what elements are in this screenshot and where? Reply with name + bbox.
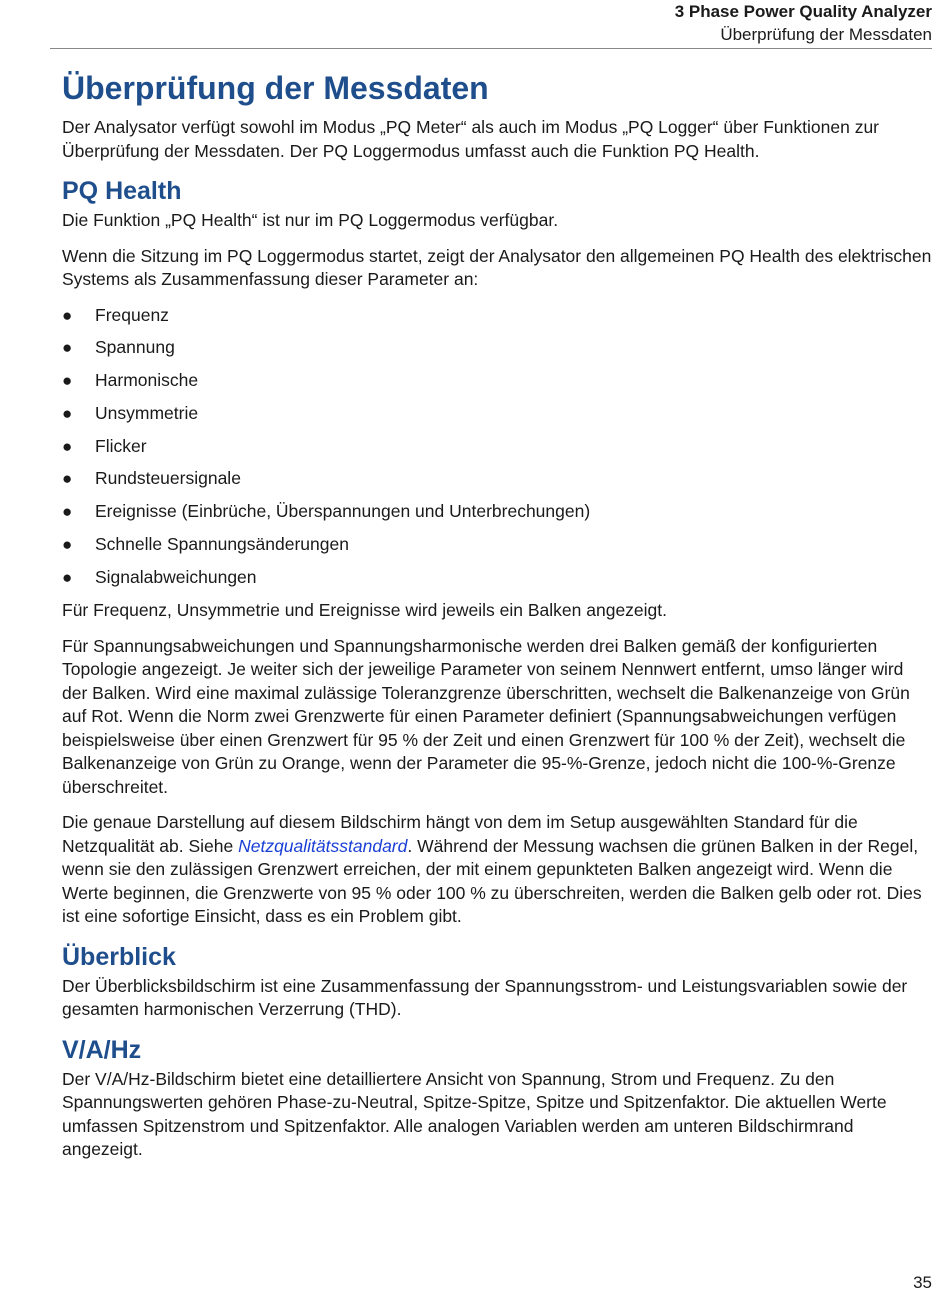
list-item bbox=[62, 566, 932, 590]
list-item bbox=[62, 435, 932, 459]
list-item-label: Flicker bbox=[95, 435, 147, 456]
list-item-label: Schnelle Spannungsänderungen bbox=[95, 534, 349, 555]
bullet-icon: ● bbox=[62, 371, 73, 391]
running-header bbox=[675, 0, 932, 46]
list-item-label: Unsymmetrie bbox=[95, 402, 199, 423]
page-content bbox=[62, 66, 932, 1174]
list-item-label: Spannung bbox=[95, 337, 175, 358]
header-divider bbox=[50, 48, 932, 49]
single-bar-paragraph: Für Frequenz, Unsymmetrie und Ereignisse wird jeweils ein Balken angezeigt. bbox=[62, 600, 667, 621]
page-title: Überprüfung der Messdaten bbox=[62, 70, 489, 106]
power-quality-standard-link[interactable]: Netzqualitätsstandard bbox=[238, 835, 408, 856]
list-item-label: Ereignisse (Einbrüche, Überspannungen und Unterbrechungen) bbox=[95, 501, 591, 522]
bullet-icon: ● bbox=[62, 403, 73, 423]
bullet-icon: ● bbox=[62, 502, 73, 522]
list-item bbox=[62, 467, 932, 491]
list-item-label: Harmonische bbox=[95, 370, 199, 391]
header-section-title: Überprüfung der Messdaten bbox=[720, 25, 932, 44]
bullet-icon: ● bbox=[62, 535, 73, 555]
bullet-icon: ● bbox=[62, 436, 73, 456]
page-number: 35 bbox=[913, 1273, 932, 1292]
list-item-label: Frequenz bbox=[95, 304, 169, 325]
bullet-icon: ● bbox=[62, 469, 73, 489]
display-standard-text-start: Die genaue Darstellung auf diesem Bildschirm hängt von dem im Setup ausgewählten Standard für die Netzqualität ab. Siehe bbox=[62, 812, 858, 856]
list-item bbox=[62, 500, 932, 524]
list-item bbox=[62, 402, 932, 426]
pq-health-availability-paragraph: Die Funktion „PQ Health“ ist nur im PQ Loggermodus verfügbar. bbox=[62, 210, 559, 230]
section-heading-vahz: V/A/Hz bbox=[62, 1035, 142, 1064]
list-item bbox=[62, 336, 932, 360]
vahz-paragraph: Der V/A/Hz-Bildschirm bietet eine detailliertere Ansicht von Spannung, Strom und Frequenz. Zu den Spannungswerten gehören Phase-zu-Neutral, Spitze-Spitze, Spitze und Spitzenfaktor. Die aktuellen Werte umfassen Spitzenstrom und Spitzenfaktor. Alle analogen Variablen werden am unteren Bildschirmrand angezeigt. bbox=[62, 1068, 887, 1160]
three-bars-paragraph: Für Spannungsabweichungen und Spannungsharmonische werden drei Balken gemäß der konfigurierten Topologie angezeigt. Je weiter sich der jeweilige Parameter von seinem Nennwert entfernt, umso länger wird der Balken. Wird eine maximal zulässige Toleranzgrenze überschritten, wechselt die Balkenanzeige von Grün auf Rot. Wenn die Norm zwei Grenzwerte für einen Parameter definiert (Spannungsabweichungen verfügen beispielsweise über einen Grenzwert für 95 % der Zeit und einen Grenzwert für 100 % der Zeit), wechselt die Balkenanzeige von Grün zu Orange, wenn der Parameter die 95-%-Grenze, jedoch nicht die 100-%-Grenze überschreitet. bbox=[62, 635, 910, 797]
parameter-list bbox=[62, 304, 932, 590]
bullet-icon: ● bbox=[62, 305, 73, 325]
section-heading-pq-health: PQ Health bbox=[62, 177, 182, 205]
bullet-icon: ● bbox=[62, 338, 73, 358]
section-heading-overview: Überblick bbox=[62, 942, 176, 971]
pq-health-summary-paragraph: Wenn die Sitzung im PQ Loggermodus startet, zeigt der Analysator den allgemeinen PQ Health des elektrischen Systems als Zusammenfassung dieser Parameter an: bbox=[62, 245, 932, 289]
list-item-label: Rundsteuersignale bbox=[95, 468, 241, 489]
display-standard-text-end: . Während der Messung wachsen die grünen Balken in der Regel, wenn sie den zulässigen Grenzwert erreichen, der mit einem gepunkteten Balken angezeigt wird. Wenn die Werte beginnen, die Grenzwerte von 95 % oder 100 % zu überschreiten, werden die Balken gelb oder rot. Dies ist eine sofortige Einsicht, dass es ein Problem gibt. bbox=[62, 835, 922, 927]
list-item bbox=[62, 533, 932, 557]
list-item bbox=[62, 369, 932, 393]
overview-paragraph: Der Überblicksbildschirm ist eine Zusammenfassung der Spannungsstrom- und Leistungsvariablen sowie der gesamten harmonischen Verzerrung (THD). bbox=[62, 975, 908, 1020]
list-item bbox=[62, 304, 932, 328]
list-item-label: Signalabweichungen bbox=[95, 566, 257, 587]
display-standard-paragraph bbox=[62, 811, 932, 929]
bullet-icon: ● bbox=[62, 567, 73, 587]
header-document-title: 3 Phase Power Quality Analyzer bbox=[674, 2, 932, 21]
intro-paragraph: Der Analysator verfügt sowohl im Modus „PQ Meter“ als auch im Modus „PQ Logger“ über Funktionen zur Überprüfung der Messdaten. Der PQ Loggermodus umfasst auch die Funktion PQ Health. bbox=[62, 117, 880, 161]
